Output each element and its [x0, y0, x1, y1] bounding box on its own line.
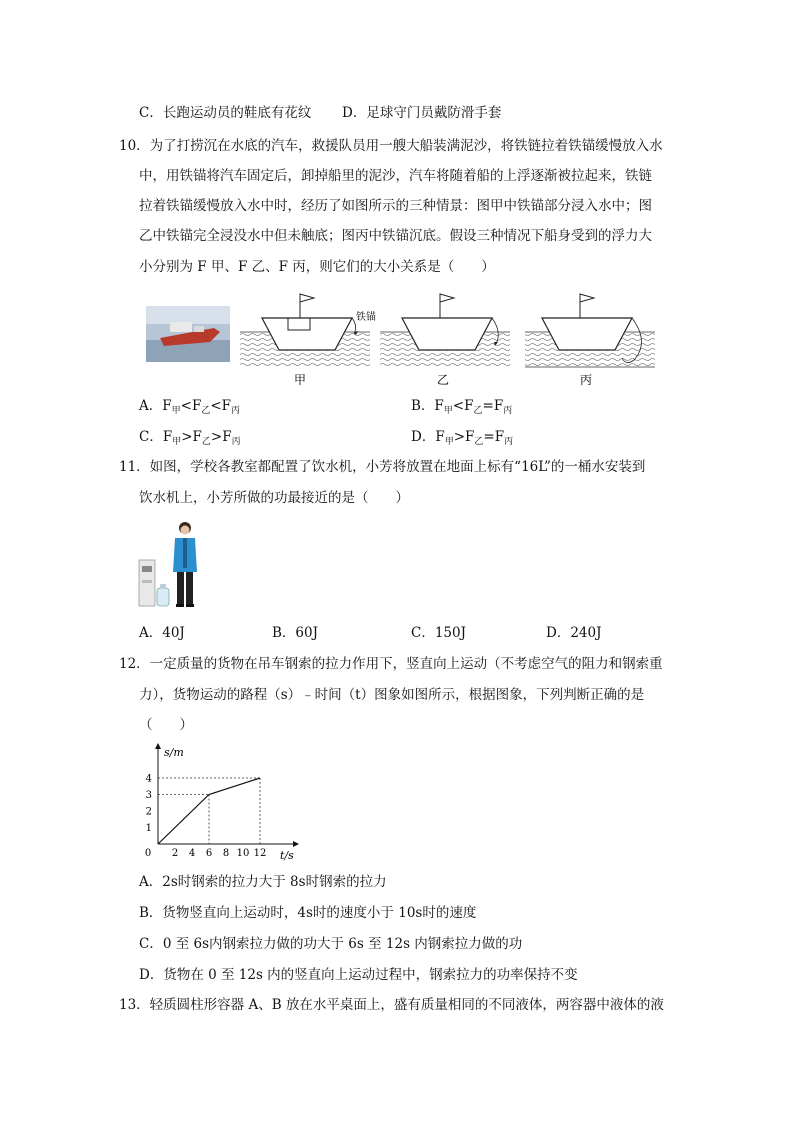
- x-tick-label: 6: [205, 848, 213, 859]
- q11-option-b: B．60J: [272, 625, 319, 641]
- y-axis-label: s/m: [164, 746, 184, 759]
- x-tick-label: 12: [253, 848, 267, 859]
- q10-line-5: 小分别为 F 甲、F 乙、F 丙，则它们的大小关系是（ ）: [139, 259, 495, 275]
- y-tick-label: 1: [145, 823, 152, 834]
- q11-figure: [137, 518, 207, 610]
- water-bucket: [157, 584, 169, 606]
- q11-option-c: C．150J: [411, 625, 467, 641]
- q10-figure: [140, 282, 680, 390]
- q10-option-a: A．$F_甲<F_乙<F_丙$: [139, 398, 241, 416]
- q9-option-d: D．足球守门员戴防滑手套: [342, 105, 502, 121]
- x-tick-label: 10: [236, 848, 250, 859]
- q10-line-1: 10．为了打捞沉在水底的汽车，救援队员用一艘大船装满泥沙，将铁链拉着铁锚缓慢放入水: [119, 138, 663, 154]
- fig-label-yi: 乙: [436, 373, 450, 387]
- q12-line-3: （ ）: [139, 717, 193, 733]
- q12-option-a: A．2s时钢索的拉力大于 8s时钢索的拉力: [139, 874, 387, 890]
- q12-option-c: C．0 至 6s内钢索拉力做的功大于 6s 至 12s 内钢索拉力做的功: [139, 936, 523, 952]
- x-tick-label: 2: [171, 848, 179, 859]
- x-tick-label: 8: [222, 848, 230, 859]
- q11-line-2: 饮水机上，小芳所做的功最接近的是（ ）: [139, 490, 409, 506]
- q12-option-d: D．货物在 0 至 12s 内的竖直向上运动过程中，钢索拉力的功率保持不变: [139, 967, 578, 983]
- girl-figure: [173, 522, 197, 607]
- fig-label-bing: 丙: [579, 373, 593, 387]
- fig-label-anchor: 铁锚: [356, 312, 376, 323]
- q10-line-2: 中，用铁锚将汽车固定后，卸掉船里的泥沙，汽车将随着船的上浮逐渐被拉起来，铁链: [139, 168, 652, 184]
- q12-option-b: B．货物竖直向上运动时，4s时的速度小于 10s时的速度: [139, 905, 477, 921]
- st-graph: [140, 740, 310, 866]
- y-tick-label: 4: [145, 773, 152, 785]
- q9-option-c: C．长跑运动员的鞋底有花纹: [139, 105, 312, 121]
- fig-label-jia: 甲: [293, 373, 307, 387]
- q10-line-4: 乙中铁锚完全浸没水中但未触底；图丙中铁锚沉底。假设三种情况下船身受到的浮力大: [139, 228, 652, 244]
- water-dispenser: [139, 560, 155, 606]
- q12-line-2: 力），货物运动的路程（s）﹣时间（t）图象如图所示，根据图象，下列判断正确的是: [139, 687, 645, 703]
- y-tick-label: 3: [145, 790, 152, 801]
- x-axis-label: t/s: [280, 849, 294, 862]
- q11-option-a: A．40J: [139, 625, 185, 641]
- q11-option-d: D．240J: [546, 625, 602, 641]
- ship-photo: [146, 306, 230, 362]
- q11-line-1: 11．如图，学校各教室都配置了饮水机，小芳将放置在地面上标有“16L”的一桶水安装到: [119, 459, 646, 475]
- q12-line-1: 12．一定质量的货物在吊车钢索的拉力作用下，竖直向上运动（不考虑空气的阻力和钢索重: [119, 656, 663, 672]
- q10-option-c: C．$F_甲>F_乙>F_丙$: [139, 429, 241, 447]
- q13-line-1: 13．轻质圆柱形容器 A、B 放在水平桌面上，盛有质量相同的不同液体，两容器中液体的液: [119, 997, 664, 1013]
- x-tick-label: 0: [144, 848, 152, 859]
- x-tick-label: 4: [188, 848, 196, 859]
- y-tick-label: 2: [145, 806, 152, 818]
- q10-option-d: D．$F_甲>F_乙=F_丙$: [411, 429, 514, 447]
- q10-option-b: B．$F_甲<F_乙=F_丙$: [411, 398, 513, 416]
- q10-line-3: 拉着铁锚缓慢放入水中时，经历了如图所示的三种情景：图甲中铁锚部分浸入水中；图: [139, 198, 652, 214]
